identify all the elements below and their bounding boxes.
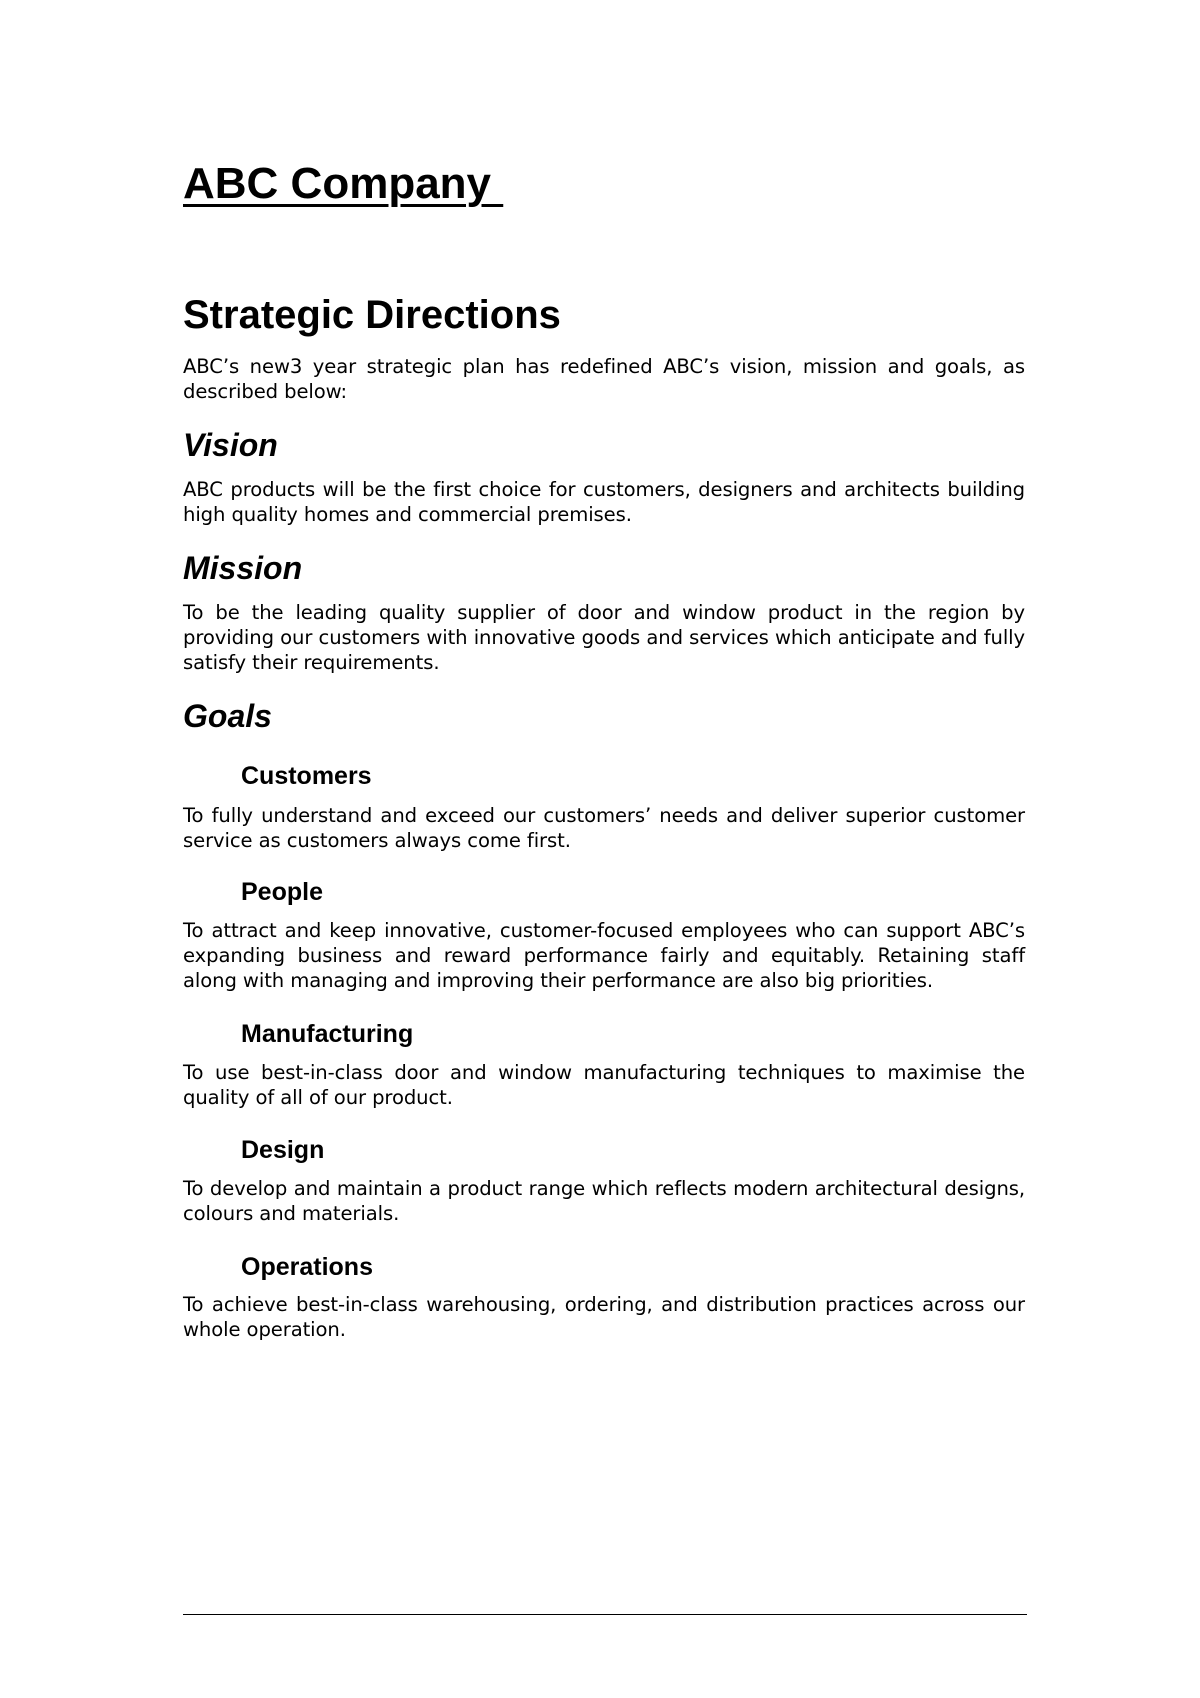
goals-heading: Goals [183, 698, 272, 734]
section-title: Strategic Directions [183, 293, 561, 337]
mission-paragraph: To be the leading quality supplier of door and window product in the region by providing our customers with innovative goods and services which anticipate and fully satisfy their requirements. [183, 601, 1025, 674]
vision-heading: Vision [183, 427, 278, 463]
goal-text-customers: To fully understand and exceed our customers’ needs and deliver superior customer service as customers always come first. [183, 804, 1025, 852]
intro-paragraph: ABC’s new3 year strategic plan has redefined ABC’s vision, mission and goals, as described below: [183, 355, 1025, 403]
goal-heading-customers: Customers [241, 762, 372, 790]
goal-text-people: To attract and keep innovative, customer-focused employees who can support ABC’s expanding business and reward performance fairly and equitably. Retaining staff along with managing and improving their performance are also big priorities. [183, 919, 1025, 992]
goal-text-design: To develop and maintain a product range which reflects modern architectural designs, colours and materials. [183, 1177, 1025, 1225]
goal-text-operations: To achieve best-in-class warehousing, ordering, and distribution practices across our whole operation. [183, 1293, 1025, 1341]
vision-paragraph: ABC products will be the first choice for customers, designers and architects building high quality homes and commercial premises. [183, 478, 1025, 526]
goal-heading-people: People [241, 878, 323, 906]
goal-text-manufacturing: To use best-in-class door and window manufacturing techniques to maximise the quality of all of our product. [183, 1061, 1025, 1109]
goal-heading-design: Design [241, 1136, 325, 1164]
mission-heading: Mission [183, 550, 303, 586]
footer-divider [183, 1614, 1027, 1615]
goal-heading-manufacturing: Manufacturing [241, 1020, 414, 1048]
company-name: ABC Company [183, 159, 504, 208]
goal-heading-operations: Operations [241, 1253, 373, 1281]
